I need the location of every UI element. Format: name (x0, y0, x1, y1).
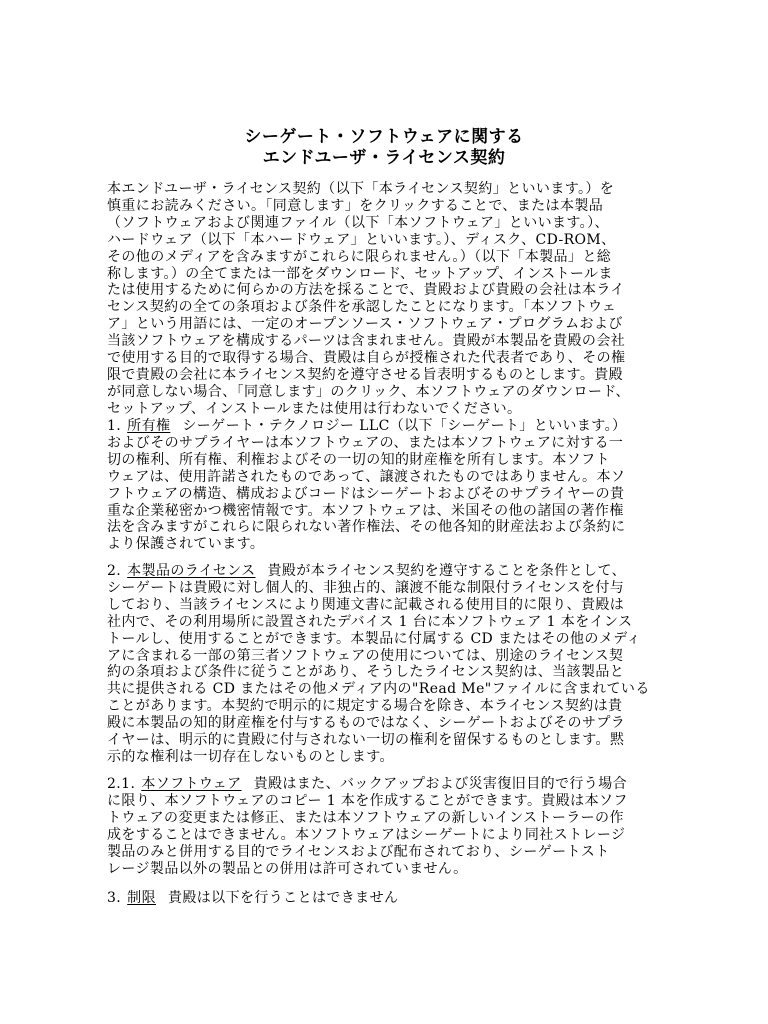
section-1-number: 1. (107, 418, 122, 434)
section-3-number: 3. (107, 890, 122, 906)
section-2-line: イヤーは、明示的に貴殿に付与されない一切の権利を留保するものとします。黙 (107, 732, 625, 749)
section-3-restrictions (107, 890, 667, 907)
section-2-line: 共に提供される CD またはその他メディア内の"Read Me"ファイルに含まれている (107, 681, 650, 698)
document-title-line-2: エンドユーザ・ライセンス契約 (262, 148, 506, 168)
intro-line: （ソフトウェアおよび関連ファイル（以下「本ソフトウェア」といいます。）、 (107, 214, 609, 231)
intro-line: 称します。）の全てまたは一部をダウンロード、セットアップ、インストールま (107, 265, 613, 282)
section-1-line: 法を含みますがこれらに限られない著作権法、その他各知的財産法および条約に (107, 519, 626, 536)
section-3-first-line (107, 890, 667, 907)
section-1-ownership (107, 418, 667, 553)
section-2-line: シーゲートは貴殿に対し個人的、非独占的、譲渡不能な制限付ライセンスを付与 (107, 579, 625, 596)
section-2-1-number: 2.1. (107, 776, 136, 792)
section-1-heading: 所有権 (127, 418, 171, 434)
section-2-line: アに含まれる一部の第三者ソフトウェアの使用については、別途のライセンス契 (107, 647, 624, 664)
intro-line: センス契約の全ての条項および条件を承認したことになります。「本ソフトウェ (107, 299, 617, 316)
intro-line: が同意しない場合、「同意します」のクリック、本ソフトウェアのダウンロード、 (107, 383, 630, 400)
section-3-lead-text: 貴殿は以下を行うことはできません (167, 890, 399, 906)
section-2-1-line: 製品のみと併用する目的でライセンスおよび配布されており、シーゲートスト (107, 843, 610, 860)
intro-line: 本エンドユーザ・ライセンス契約（以下「本ライセンス契約」といいます。）を (107, 181, 615, 197)
intro-line: その他のメディアを含みますがこれらに限られません。）（以下「本製品」と総 (107, 248, 612, 265)
section-2-line: 約の条項および条件に従うことがあり、そうしたライセンス契約は、当該製品と (107, 664, 625, 681)
section-2-line: ことがあります。本契約で明示的に規定する場合を除き、本ライセンス契約は貴 (107, 698, 623, 715)
intro-line: 当該ソフトウェアを構成するパーツは含まれません。貴殿が本製品を貴殿の会社 (107, 333, 626, 350)
section-2-1-line: 成をすることはできません。本ソフトウェアはシーゲートにより同社ストレージ (107, 826, 626, 843)
section-2-1-lead-text: 貴殿はまた、バックアップおよび災害復旧目的で行う場合 (253, 776, 627, 792)
section-1-line: およびそのサプライヤーは本ソフトウェアの、または本ソフトウェアに対する一 (107, 434, 624, 451)
section-1-first-line (107, 418, 667, 435)
section-1-line: ウェアは、使用許諾されたものであって、譲渡されたものではありません。本ソ (107, 468, 626, 485)
section-1-line: より保護されています。 (107, 536, 265, 553)
section-2-1-line: トウェアの変更または修正、または本ソフトウェアの新しいインストーラーの作 (107, 809, 624, 826)
intro-line: 慎重にお読みください。「同意します」をクリックすることで、または本製品 (107, 197, 604, 214)
section-2-line: 社内で、その利用場所に設置されたデバイス 1 台に本ソフトウェア 1 本をインス (107, 613, 633, 630)
section-1-line: 重な企業秘密かつ機密情報です。本ソフトウェアは、米国その他の諸国の著作権 (107, 502, 624, 519)
section-2-1-software (107, 776, 667, 877)
section-2-first-line (107, 563, 667, 580)
section-2-line: トールし、使用することができます。本製品に付属する CD またはその他のメディ (107, 630, 641, 647)
intro-line: たは使用するために何らかの方法を採ることで、貴殿および貴殿の会社は本ライ (107, 282, 625, 299)
intro-line: ア」という用語には、一定のオープンソース・ソフトウェア・プログラムおよび (107, 316, 623, 333)
intro-line: セットアップ、インストールまたは使用は行わないでください。 (107, 400, 522, 417)
intro-line: 限で貴殿の会社に本ライセンス契約を遵守させる旨表明するものとします。貴殿 (107, 366, 624, 383)
section-2-line: しており、当該ライセンスにより関連文書に記載される使用目的に限り、貴殿は (107, 596, 625, 613)
document-title-line-1: シーゲート・ソフトウェアに関する (244, 127, 524, 147)
intro-paragraph (107, 181, 667, 418)
section-1-lead-text: シーゲート・テクノロジー LLC（以下「シーゲート」といいます。） (182, 418, 627, 434)
section-2-number: 2. (107, 563, 122, 579)
section-1-line: フトウェアの構造、構成およびコードはシーゲートおよびそのサプライヤーの貴 (107, 485, 625, 502)
section-2-lead-text: 貴殿が本ライセンス契約を遵守することを条件として、 (267, 563, 626, 579)
section-2-1-line: レージ製品以外の製品との併用は許可されていません。 (107, 860, 468, 877)
section-2-line: 殿に本製品の知的財産権を付与するものではなく、シーゲートおよびそのサプラ (107, 715, 626, 732)
section-1-line: 切の権利、所有権、利権およびその一切の知的財産権を所有します。本ソフト (107, 451, 610, 468)
section-2-1-line: に限り、本ソフトウェアのコピー 1 本を作成することができます。貴殿は本ソフ (107, 792, 628, 809)
intro-line: で使用する目的で取得する場合、貴殿は自らが授権された代表者であり、その権 (107, 350, 626, 367)
section-2-product-license (107, 563, 667, 766)
section-3-heading: 制限 (127, 890, 156, 906)
section-2-heading: 本製品のライセンス (127, 563, 256, 579)
section-2-1-first-line (107, 776, 667, 793)
section-2-line: 示的な権利は一切存在しないものとします。 (107, 748, 394, 765)
intro-line: ハードウェア（以下「本ハードウェア」といいます。）、ディスク、CD-ROM、 (107, 231, 616, 248)
section-2-1-heading: 本ソフトウェア (141, 776, 242, 792)
